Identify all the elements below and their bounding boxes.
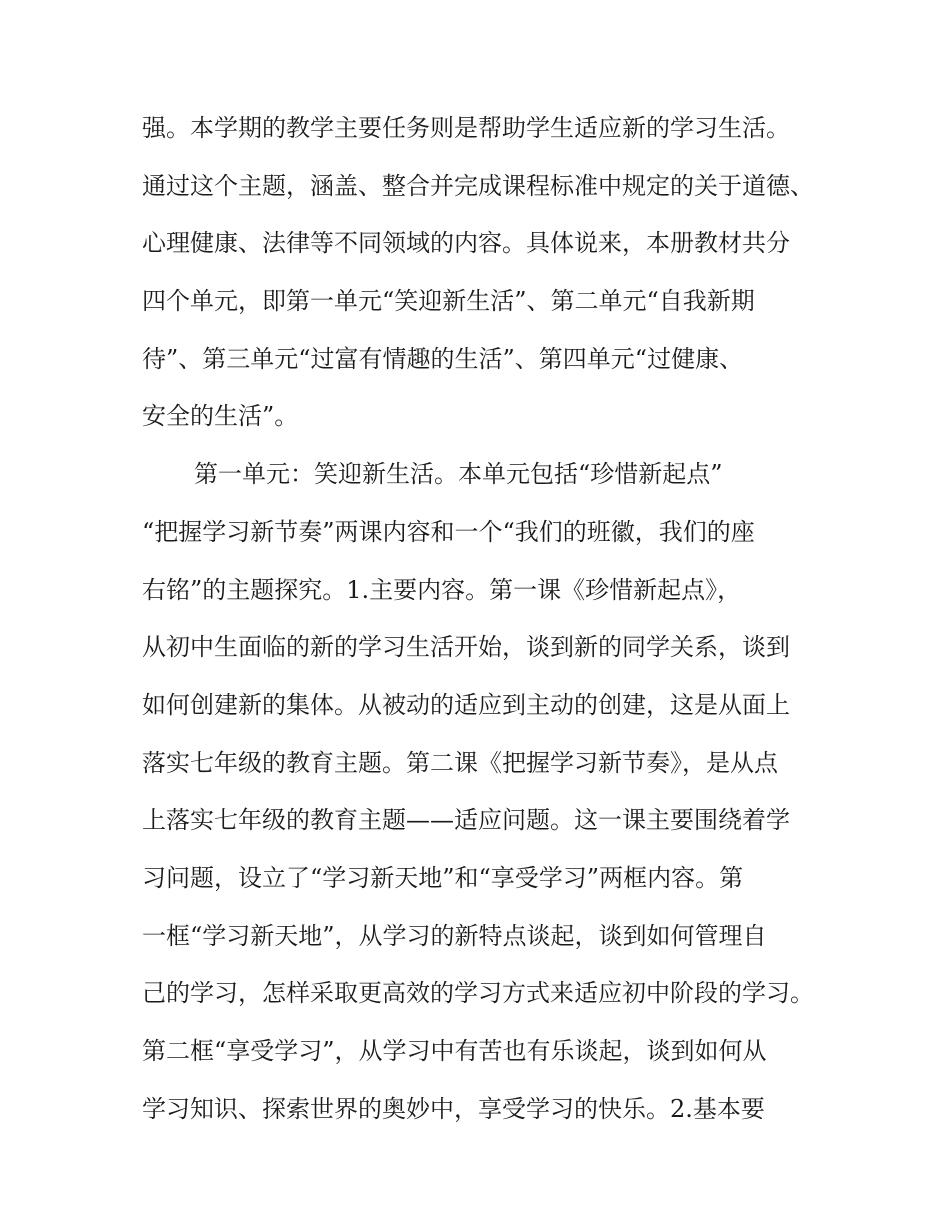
text-line: 强。本学期的教学主要任务则是帮助学生适应新的学习生活。 [142,114,790,142]
text-line: 第二框“享受学习”，从学习中有苦也有乐谈起，谈到如何从 [142,1037,767,1065]
text-line: 待”、第三单元“过富有情趣的生活”、第四单元“过健康、 [142,344,744,373]
text-line: 习问题，设立了“学习新天地”和“享受学习”两框内容。第 [142,863,744,892]
text-line: 如何创建新的集体。从被动的适应到主动的创建，这是从面上 [142,690,790,719]
text-line: 落实七年级的教育主题。第二课《把握学习新节奏》，是从点 [142,748,778,777]
text-line: 学习知识、探索世界的奥妙中，享受学习的快乐。2.基本要 [142,1094,765,1123]
document-body [142,100,850,1138]
text-line: 上落实七年级的教育主题——适应问题。这一课主要围绕着学 [142,806,790,835]
text-line: 安全的生活”。 [142,402,299,431]
text-line: 四个单元，即第一单元“笑迎新生活”、第二单元“自我新期 [142,287,755,316]
text-line: 一框“学习新天地”，从学习的新特点谈起，谈到如何管理自 [142,921,767,950]
text-line: 右铭”的主题探究。1.主要内容。第一课《珍惜新起点》， [142,575,742,604]
text-line: 己的学习，怎样采取更高效的学习方式来适应初中阶段的学习。 [142,979,814,1008]
text-line: 心理健康、法律等不同领域的内容。具体说来，本册教材共分 [142,229,790,258]
text-line: “把握学习新节奏”两课内容和一个“我们的班徽，我们的座 [142,517,755,546]
text-line: 第一单元：笑迎新生活。本单元包括“珍惜新起点” [194,460,723,489]
text-line: 从初中生面临的新的学习生活开始，谈到新的同学关系，谈到 [142,633,790,662]
text-line: 通过这个主题，涵盖、整合并完成课程标准中规定的关于道德、 [142,171,814,200]
